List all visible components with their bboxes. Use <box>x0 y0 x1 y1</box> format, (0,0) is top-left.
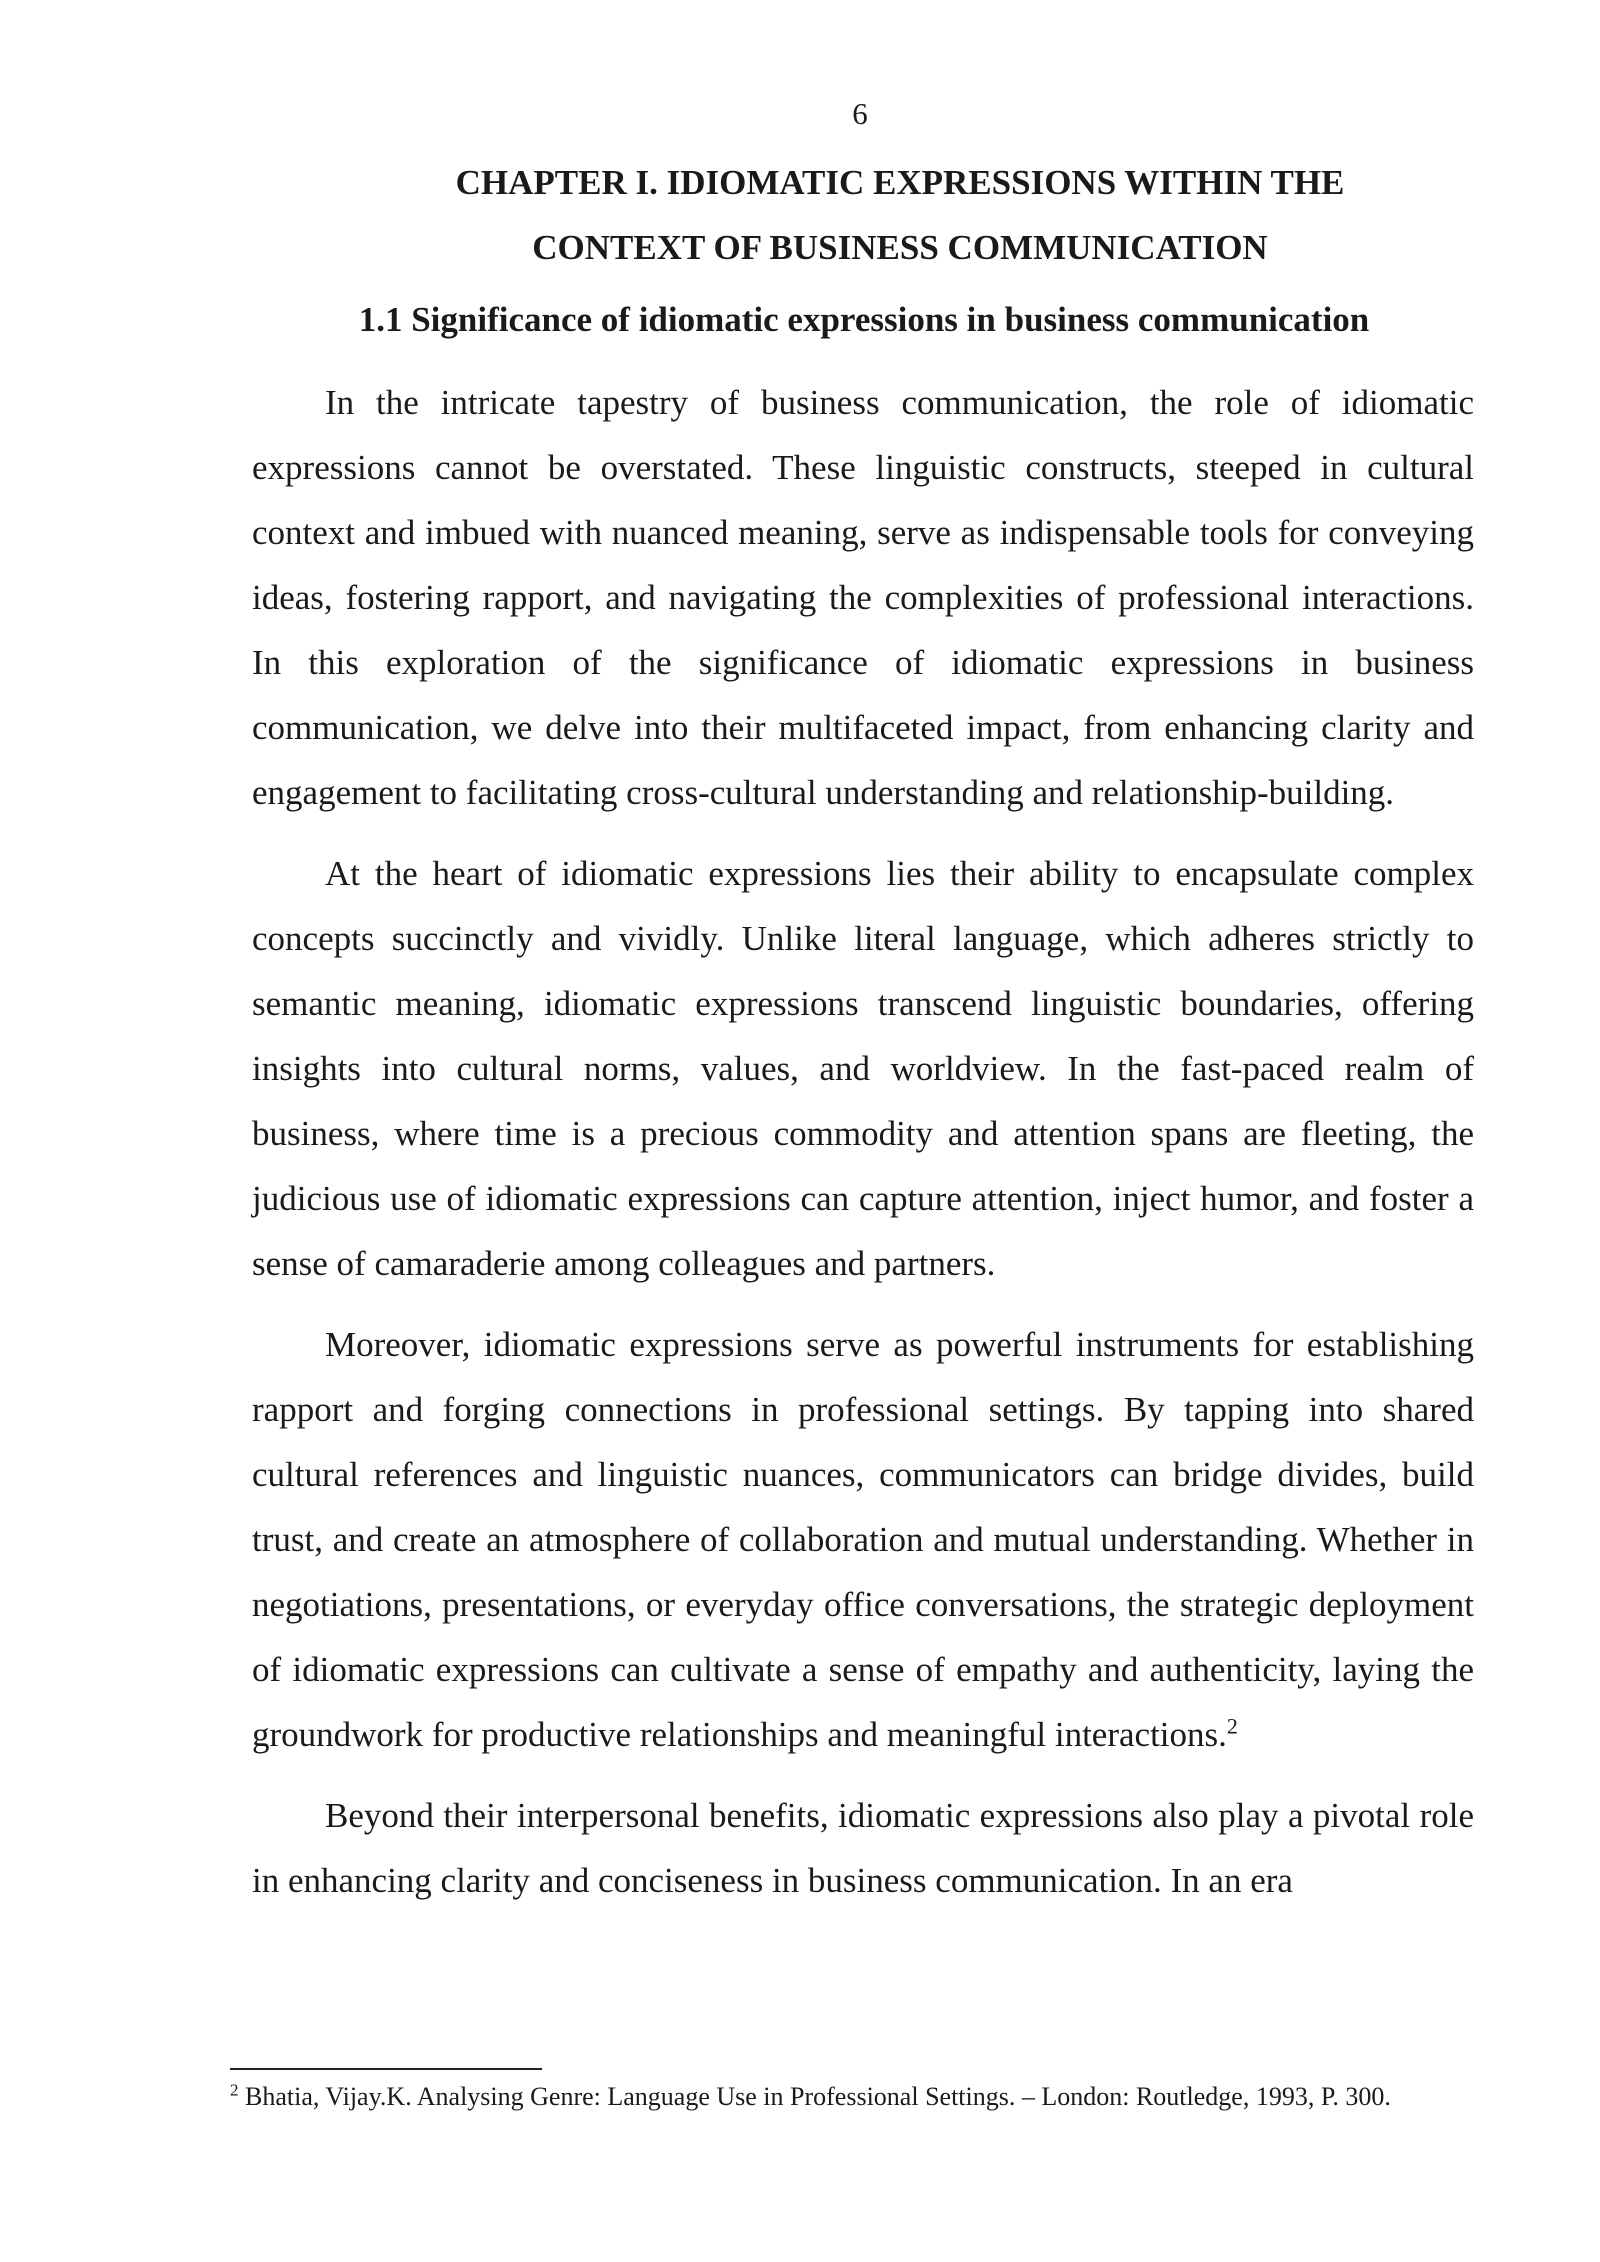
paragraph-3-text: Moreover, idiomatic expressions serve as powerful instruments for establishing rapport and forging connections in professional settings. By tapping into shared cultural references and linguistic nuances, communicators can bridge divides, build trust, and create an atmosphere of collaboration and mutual understanding. Whether in negotiations, presentations, or everyday office conversations, the strategic deployment of idiomatic expressions can cultivate a sense of empathy and authenticity, laying the groundwork for productive relationships and meaningful interactions. <box>252 1325 1474 1754</box>
chapter-title-line-1: CHAPTER I. IDIOMATIC EXPRESSIONS WITHIN THE <box>455 163 1345 202</box>
paragraph-1: In the intricate tapestry of business communication, the role of idiomatic expressions cannot be overstated. These linguistic constructs, steeped in cultural context and imbued with nuanced meaning, serve as indispensable tools for conveying ideas, fostering rapport, and navigating the complexities of professional interactions. In this exploration of the significance of idiomatic expressions in business communication, we delve into their multifaceted impact, from enhancing clarity and engagement to facilitating cross-cultural understanding and relationship-building. <box>252 383 1474 812</box>
section-title: 1.1 Significance of idiomatic expressions in business communication <box>358 300 1370 339</box>
paragraph-3 <box>252 1312 1474 1767</box>
paragraph-2: At the heart of idiomatic expressions lies their ability to encapsulate complex concepts succinctly and vividly. Unlike literal language, which adheres strictly to semantic meaning, idiomatic expressions transcend linguistic boundaries, offering insights into cultural norms, values, and worldview. In the fast-paced realm of business, where time is a precious commodity and attention spans are fleeting, the judicious use of idiomatic expressions can capture attention, inject humor, and foster a sense of camaraderie among colleagues and partners. <box>252 854 1474 1283</box>
footnote <box>230 2078 1530 2116</box>
footnote-separator <box>230 2068 542 2070</box>
page-number: 6 <box>852 96 868 131</box>
body-text <box>252 370 1474 1929</box>
paragraph-4: Beyond their interpersonal benefits, idiomatic expressions also play a pivotal role in enhancing clarity and conciseness in business communication. In an era <box>252 1796 1474 1900</box>
chapter-title-line-2: CONTEXT OF BUSINESS COMMUNICATION <box>532 228 1268 267</box>
footnote-marker: 2 <box>230 2080 239 2100</box>
footnote-text: Bhatia, Vijay.K. Analysing Genre: Language Use in Professional Settings. – London: Routledge, 1993, P. 300. <box>245 2082 1391 2111</box>
chapter-title <box>400 150 1400 280</box>
footnote-reference[interactable]: 2 <box>1226 1713 1238 1739</box>
